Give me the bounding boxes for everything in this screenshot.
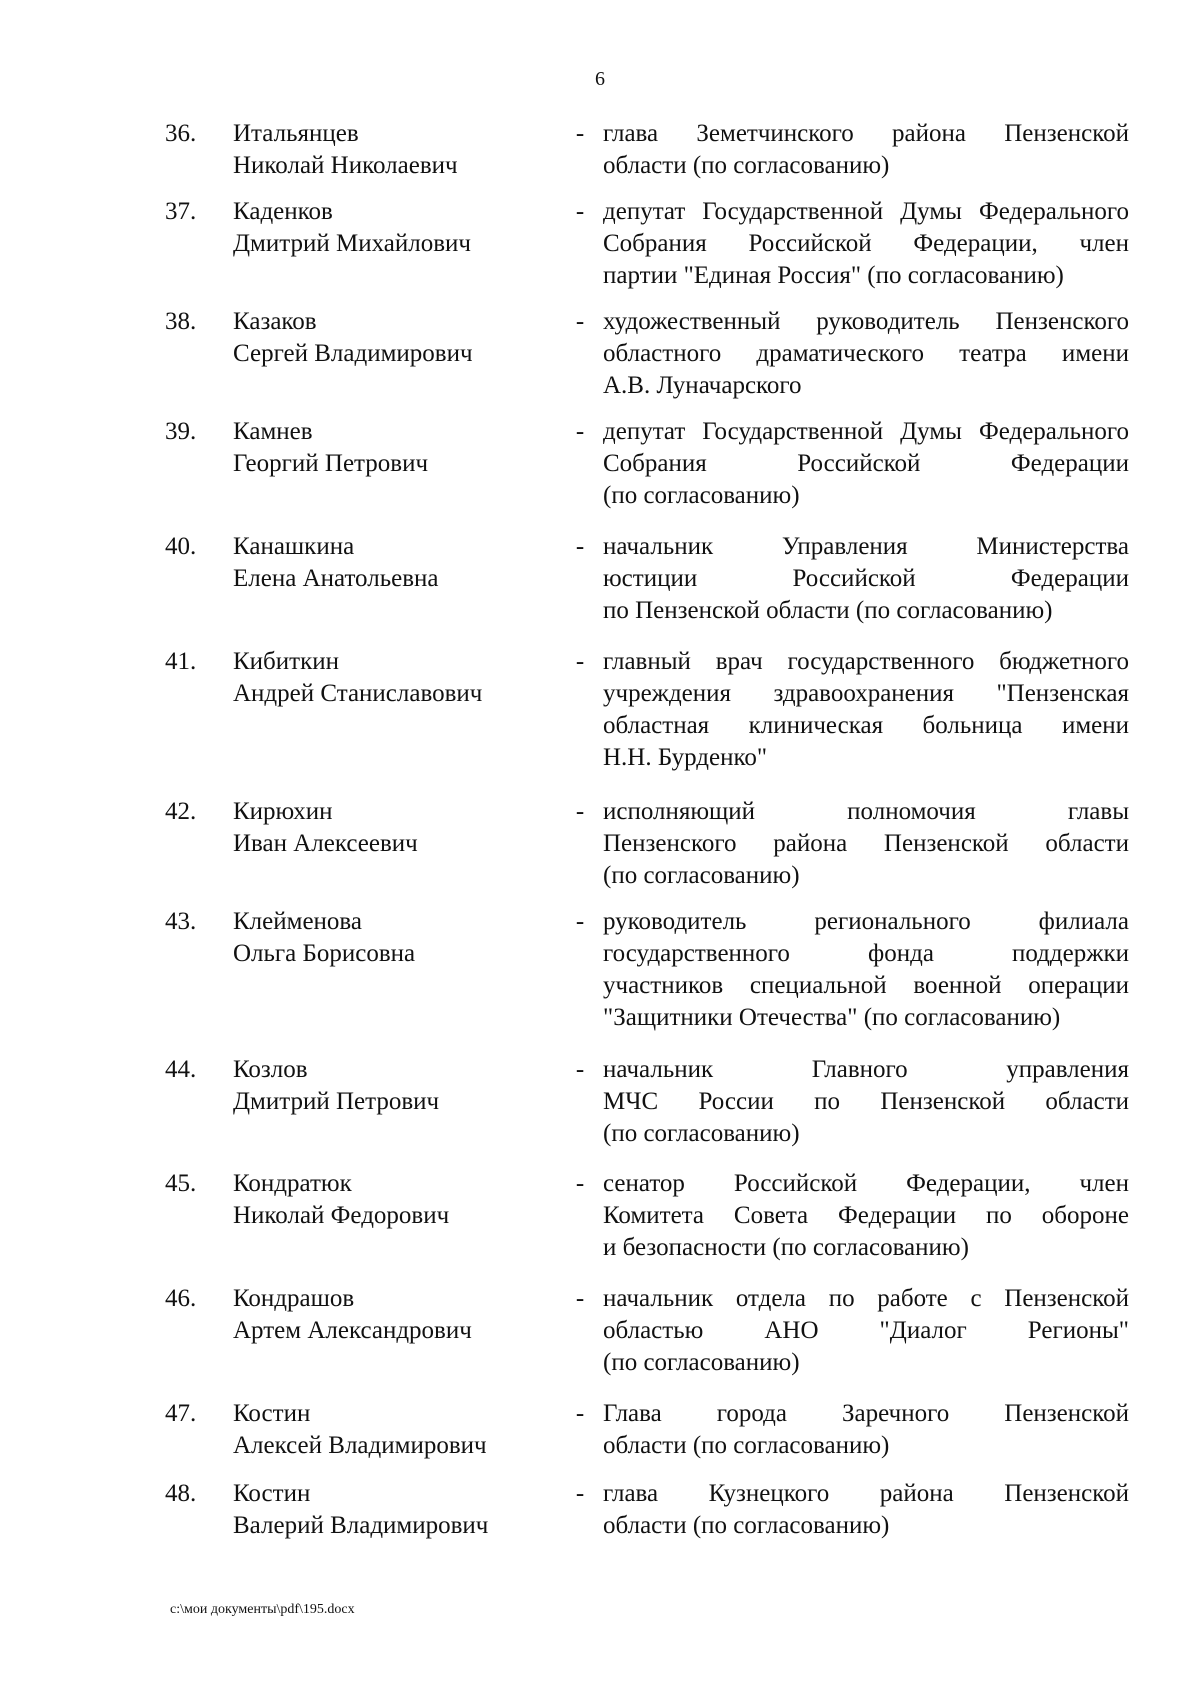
item-number: 38. (165, 308, 197, 335)
description-line: (по согласованию) (603, 482, 800, 509)
position-description (603, 306, 1129, 402)
item-number: 43. (165, 908, 197, 935)
given-names: Сергей Владимирович (233, 340, 473, 367)
item-number: 36. (165, 120, 197, 147)
separator-dash: - (575, 418, 585, 445)
description-line: начальник Управления Министерства (603, 533, 1129, 560)
separator-dash: - (575, 1480, 585, 1507)
position-description (603, 1054, 1129, 1150)
description-line: участников специальной военной операции (603, 972, 1129, 999)
surname: Клейменова (233, 908, 362, 935)
description-line: Собрания Российской Федерации (603, 450, 1129, 477)
description-line: Пензенского района Пензенской области (603, 830, 1129, 857)
person-name (233, 1398, 563, 1462)
given-names: Дмитрий Петрович (233, 1088, 440, 1115)
position-description (603, 1283, 1129, 1379)
description-line: области (по согласованию) (603, 1512, 890, 1539)
description-line: Комитета Совета Федерации по обороне (603, 1202, 1129, 1229)
person-name (233, 796, 563, 860)
description-line: области (по согласованию) (603, 152, 890, 179)
item-number: 46. (165, 1285, 197, 1312)
separator-dash: - (575, 308, 585, 335)
description-line: областная клиническая больница имени (603, 712, 1129, 739)
description-line: главный врач государственного бюджетного (603, 648, 1129, 675)
separator-dash: - (575, 1285, 585, 1312)
separator-dash: - (575, 1056, 585, 1083)
description-line: сенатор Российской Федерации, член (603, 1170, 1129, 1197)
position-description (603, 646, 1129, 774)
document-file-path: c:\мои документы\pdf\195.docx (170, 1602, 355, 1617)
given-names: Артем Александрович (233, 1317, 472, 1344)
surname: Камнев (233, 418, 313, 445)
description-line: (по согласованию) (603, 1349, 800, 1376)
description-line: исполняющий полномочия главы (603, 798, 1129, 825)
description-line: области (по согласованию) (603, 1432, 890, 1459)
person-name (233, 906, 563, 970)
description-line: юстиции Российской Федерации (603, 565, 1129, 592)
given-names: Георгий Петрович (233, 450, 429, 477)
given-names: Алексей Владимирович (233, 1432, 487, 1459)
surname: Кондратюк (233, 1170, 352, 1197)
position-description (603, 416, 1129, 512)
surname: Кибиткин (233, 648, 339, 675)
description-line: руководитель регионального филиала (603, 908, 1129, 935)
description-line: глава Земетчинского района Пензенской (603, 120, 1129, 147)
description-line: государственного фонда поддержки (603, 940, 1129, 967)
surname: Козлов (233, 1056, 308, 1083)
person-name (233, 1054, 563, 1118)
separator-dash: - (575, 798, 585, 825)
separator-dash: - (575, 1170, 585, 1197)
position-description (603, 1168, 1129, 1264)
position-description (603, 1478, 1129, 1542)
person-name (233, 1478, 563, 1542)
item-number: 48. (165, 1480, 197, 1507)
given-names: Николай Николаевич (233, 152, 458, 179)
given-names: Елена Анатольевна (233, 565, 439, 592)
position-description (603, 906, 1129, 1034)
item-number: 39. (165, 418, 197, 445)
description-line: начальник отдела по работе с Пензенской (603, 1285, 1129, 1312)
given-names: Николай Федорович (233, 1202, 450, 1229)
description-line: "Защитники Отечества" (по согласованию) (603, 1004, 1061, 1031)
person-name (233, 306, 563, 370)
surname: Каденков (233, 198, 333, 225)
person-name (233, 1168, 563, 1232)
given-names: Дмитрий Михайлович (233, 230, 471, 257)
description-line: глава Кузнецкого района Пензенской (603, 1480, 1129, 1507)
description-line: (по согласованию) (603, 862, 800, 889)
description-line: начальник Главного управления (603, 1056, 1129, 1083)
description-line: А.В. Луначарского (603, 372, 802, 399)
item-number: 40. (165, 533, 197, 560)
given-names: Валерий Владимирович (233, 1512, 489, 1539)
given-names: Андрей Станиславович (233, 680, 483, 707)
person-name (233, 646, 563, 710)
given-names: Иван Алексеевич (233, 830, 418, 857)
description-line: областного драматического театра имени (603, 340, 1129, 367)
item-number: 41. (165, 648, 197, 675)
item-number: 47. (165, 1400, 197, 1427)
description-line: художественный руководитель Пензенского (603, 308, 1129, 335)
description-line: и безопасности (по согласованию) (603, 1234, 969, 1261)
position-description (603, 118, 1129, 182)
person-name (233, 118, 563, 182)
description-line: партии "Единая Россия" (по согласованию) (603, 262, 1064, 289)
description-line: Н.Н. Бурденко" (603, 744, 768, 771)
position-description (603, 1398, 1129, 1462)
description-line: депутат Государственной Думы Федерального (603, 418, 1129, 445)
description-line: Собрания Российской Федерации, член (603, 230, 1129, 257)
person-name (233, 416, 563, 480)
surname: Кондрашов (233, 1285, 355, 1312)
item-number: 37. (165, 198, 197, 225)
surname: Кирюхин (233, 798, 333, 825)
position-description (603, 531, 1129, 627)
description-line: МЧС России по Пензенской области (603, 1088, 1129, 1115)
separator-dash: - (575, 120, 585, 147)
description-line: областью АНО "Диалог Регионы" (603, 1317, 1129, 1344)
description-line: по Пензенской области (по согласованию) (603, 597, 1053, 624)
description-line: учреждения здравоохранения "Пензенская (603, 680, 1129, 707)
item-number: 42. (165, 798, 197, 825)
surname: Канашкина (233, 533, 355, 560)
separator-dash: - (575, 198, 585, 225)
person-name (233, 1283, 563, 1347)
item-number: 45. (165, 1170, 197, 1197)
surname: Итальянцев (233, 120, 359, 147)
separator-dash: - (575, 908, 585, 935)
surname: Казаков (233, 308, 317, 335)
description-line: (по согласованию) (603, 1120, 800, 1147)
surname: Костин (233, 1400, 311, 1427)
person-name (233, 531, 563, 595)
separator-dash: - (575, 533, 585, 560)
position-description (603, 796, 1129, 892)
position-description (603, 196, 1129, 292)
description-line: Глава города Заречного Пензенской (603, 1400, 1129, 1427)
description-line: депутат Государственной Думы Федерального (603, 198, 1129, 225)
separator-dash: - (575, 1400, 585, 1427)
surname: Костин (233, 1480, 311, 1507)
given-names: Ольга Борисовна (233, 940, 416, 967)
page-number: 6 (595, 68, 605, 90)
item-number: 44. (165, 1056, 197, 1083)
separator-dash: - (575, 648, 585, 675)
person-name (233, 196, 563, 260)
